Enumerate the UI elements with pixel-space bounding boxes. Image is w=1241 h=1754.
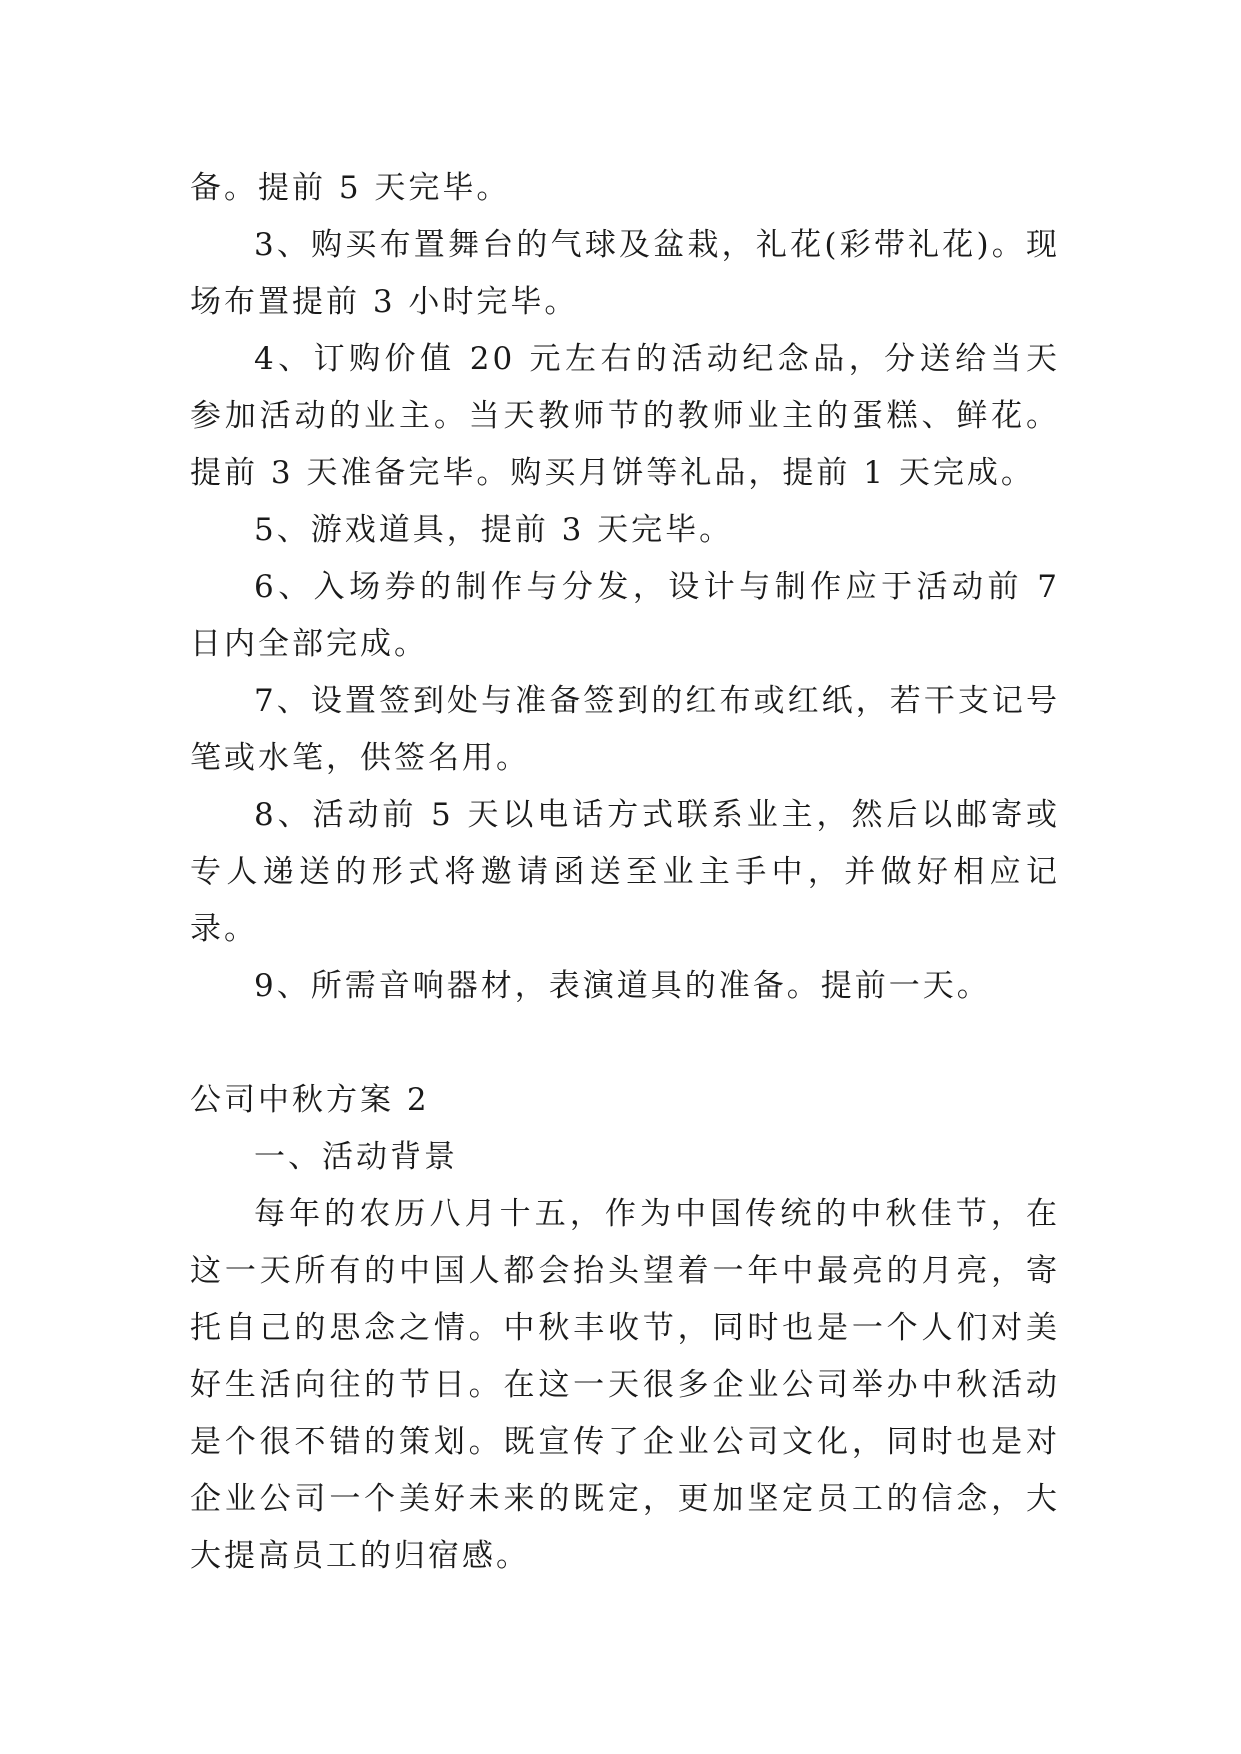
- section-heading: 一、活动背景: [254, 1139, 458, 1175]
- list-item-6: 6、入场券的制作与分发，设计与制作应于活动前 7 日内全部完成。: [190, 569, 1060, 662]
- section-spacer: [190, 1015, 1060, 1072]
- background-paragraph: 每年的农历八月十五，作为中国传统的中秋佳节，在这一天所有的中国人都会抬头望着一年中最亮的月亮，寄托自己的思念之情。中秋丰收节，同时也是一个人们对美好生活向往的节日。在这一天很多企业公司举办中秋活动是个很不错的策划。既宣传了企业公司文化，同时也是对企业公司一个美好未来的既定，更加坚定员工的信念，大大提高员工的归宿感。: [190, 1196, 1060, 1574]
- list-item-3: 3、购买布置舞台的气球及盆栽，礼花(彩带礼花)。现场布置提前 3 小时完毕。: [190, 227, 1060, 320]
- list-item-8: 8、活动前 5 天以电话方式联系业主，然后以邮寄或专人递送的形式将邀请函送至业主手中，并做好相应记录。: [190, 797, 1060, 947]
- list-item-5: 5、游戏道具，提前 3 天完毕。: [254, 512, 734, 548]
- list-item-4: 4、订购价值 20 元左右的活动纪念品，分送给当天参加活动的业主。当天教师节的教师业主的蛋糕、鲜花。提前 3 天准备完毕。购买月饼等礼品，提前 1 天完成。: [190, 341, 1060, 491]
- document-body: [190, 160, 1060, 1585]
- list-item-9: 9、所需音响器材，表演道具的准备。提前一天。: [254, 968, 991, 1004]
- list-item-7: 7、设置签到处与准备签到的红布或红纸，若干支记号笔或水笔，供签名用。: [190, 683, 1060, 776]
- document-title: 公司中秋方案 2: [190, 1082, 430, 1118]
- continuation-paragraph: 备。提前 5 天完毕。: [190, 170, 511, 206]
